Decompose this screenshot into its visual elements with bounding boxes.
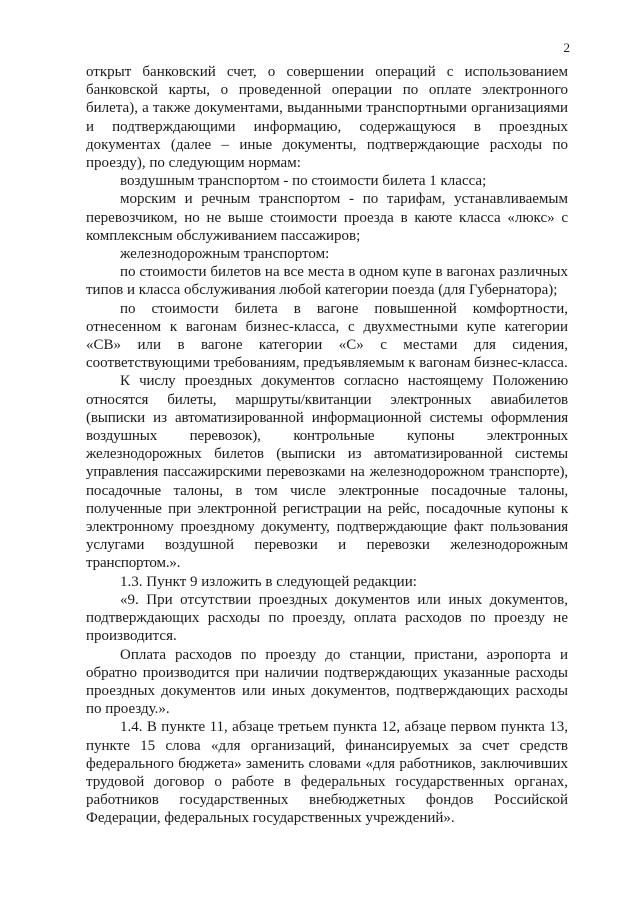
paragraph-sea-river-transport: морским и речным транспортом - по тарифам, устанавливаемым перевозчиком, но не выше стоимости проезда в каюте класса «люкс» с комплексным обслуживанием пассажиров;: [86, 191, 568, 244]
page-number: 2: [563, 40, 570, 55]
paragraph-travel-documents-list: К числу проездных документов согласно настоящему Положению относятся билеты, маршруты/квитанции электронных авиабилетов (выписки из автоматизированной информационной системы оформления воздушных перевозок), контрольные купоны электронных железнодорожных билетов (выписки из автоматизированной системы управления пассажирскими перевозками на железнодорожном транспорте), посадочные талоны, в том числе электронные посадочные талоны, полученные при электронной регистрации на рейс, посадочные купоны к электронному проездному документу, подтверждающие факт пользования услугами воздушной перевозки и перевозки железнодорожным транспортом.».: [86, 373, 568, 572]
paragraph-item-9-station: Оплата расходов по проезду до станции, пристани, аэропорта и обратно производится при наличии подтверждающих указанные расходы проездных документов или иных документов, подтверждающих расходы по проезду.».: [86, 646, 568, 718]
paragraph-item-9-new: «9. При отсутствии проездных документов или иных документов, подтверждающих расходы по проезду, оплата расходов по проезду не производится.: [86, 591, 568, 645]
paragraph-air-transport: воздушным транспортом - по стоимости билета 1 класса;: [120, 173, 487, 190]
paragraph-documents-continuation: открыт банковский счет, о совершении операций с использованием банковской карты, о проведенной операции по оплате электронного билета), а также документами, выданными транспортными организациями и подтверждающими информацию, содержащуюся в проездных документах (далее – иные документы, подтверждающие расходы по проезду), по следующим нормам:: [86, 64, 568, 172]
document-body: [86, 63, 568, 828]
paragraph-item-1-4: 1.4. В пункте 11, абзаце третьем пункта 12, абзаце первом пункта 13, пункте 15 слова «для организаций, финансируемых за счет средств федерального бюджета» заменить словами «для работников, заключивших трудовой договор о работе в федеральных государственных органах, работников государственных внебюджетных фондов Российской Федерации, федеральных государственных учреждений».: [86, 719, 568, 827]
paragraph-rail-business-class: по стоимости билета в вагоне повышенной комфортности, отнесенном к вагонам бизнес-класса, с двухместными купе категории «СВ» или в вагоне категории «С» с местами для сидения, соответствующими требованиям, предъявляемым к вагонам бизнес-класса.: [86, 300, 568, 372]
paragraph-rail-transport: железнодорожным транспортом:: [120, 246, 330, 263]
paragraph-rail-governor: по стоимости билетов на все места в одном купе в вагонах различных типов и класса обслуживания любой категории поезда (для Губернатора);: [86, 264, 568, 299]
paragraph-item-1-3: 1.3. Пункт 9 изложить в следующей редакции:: [120, 573, 417, 590]
